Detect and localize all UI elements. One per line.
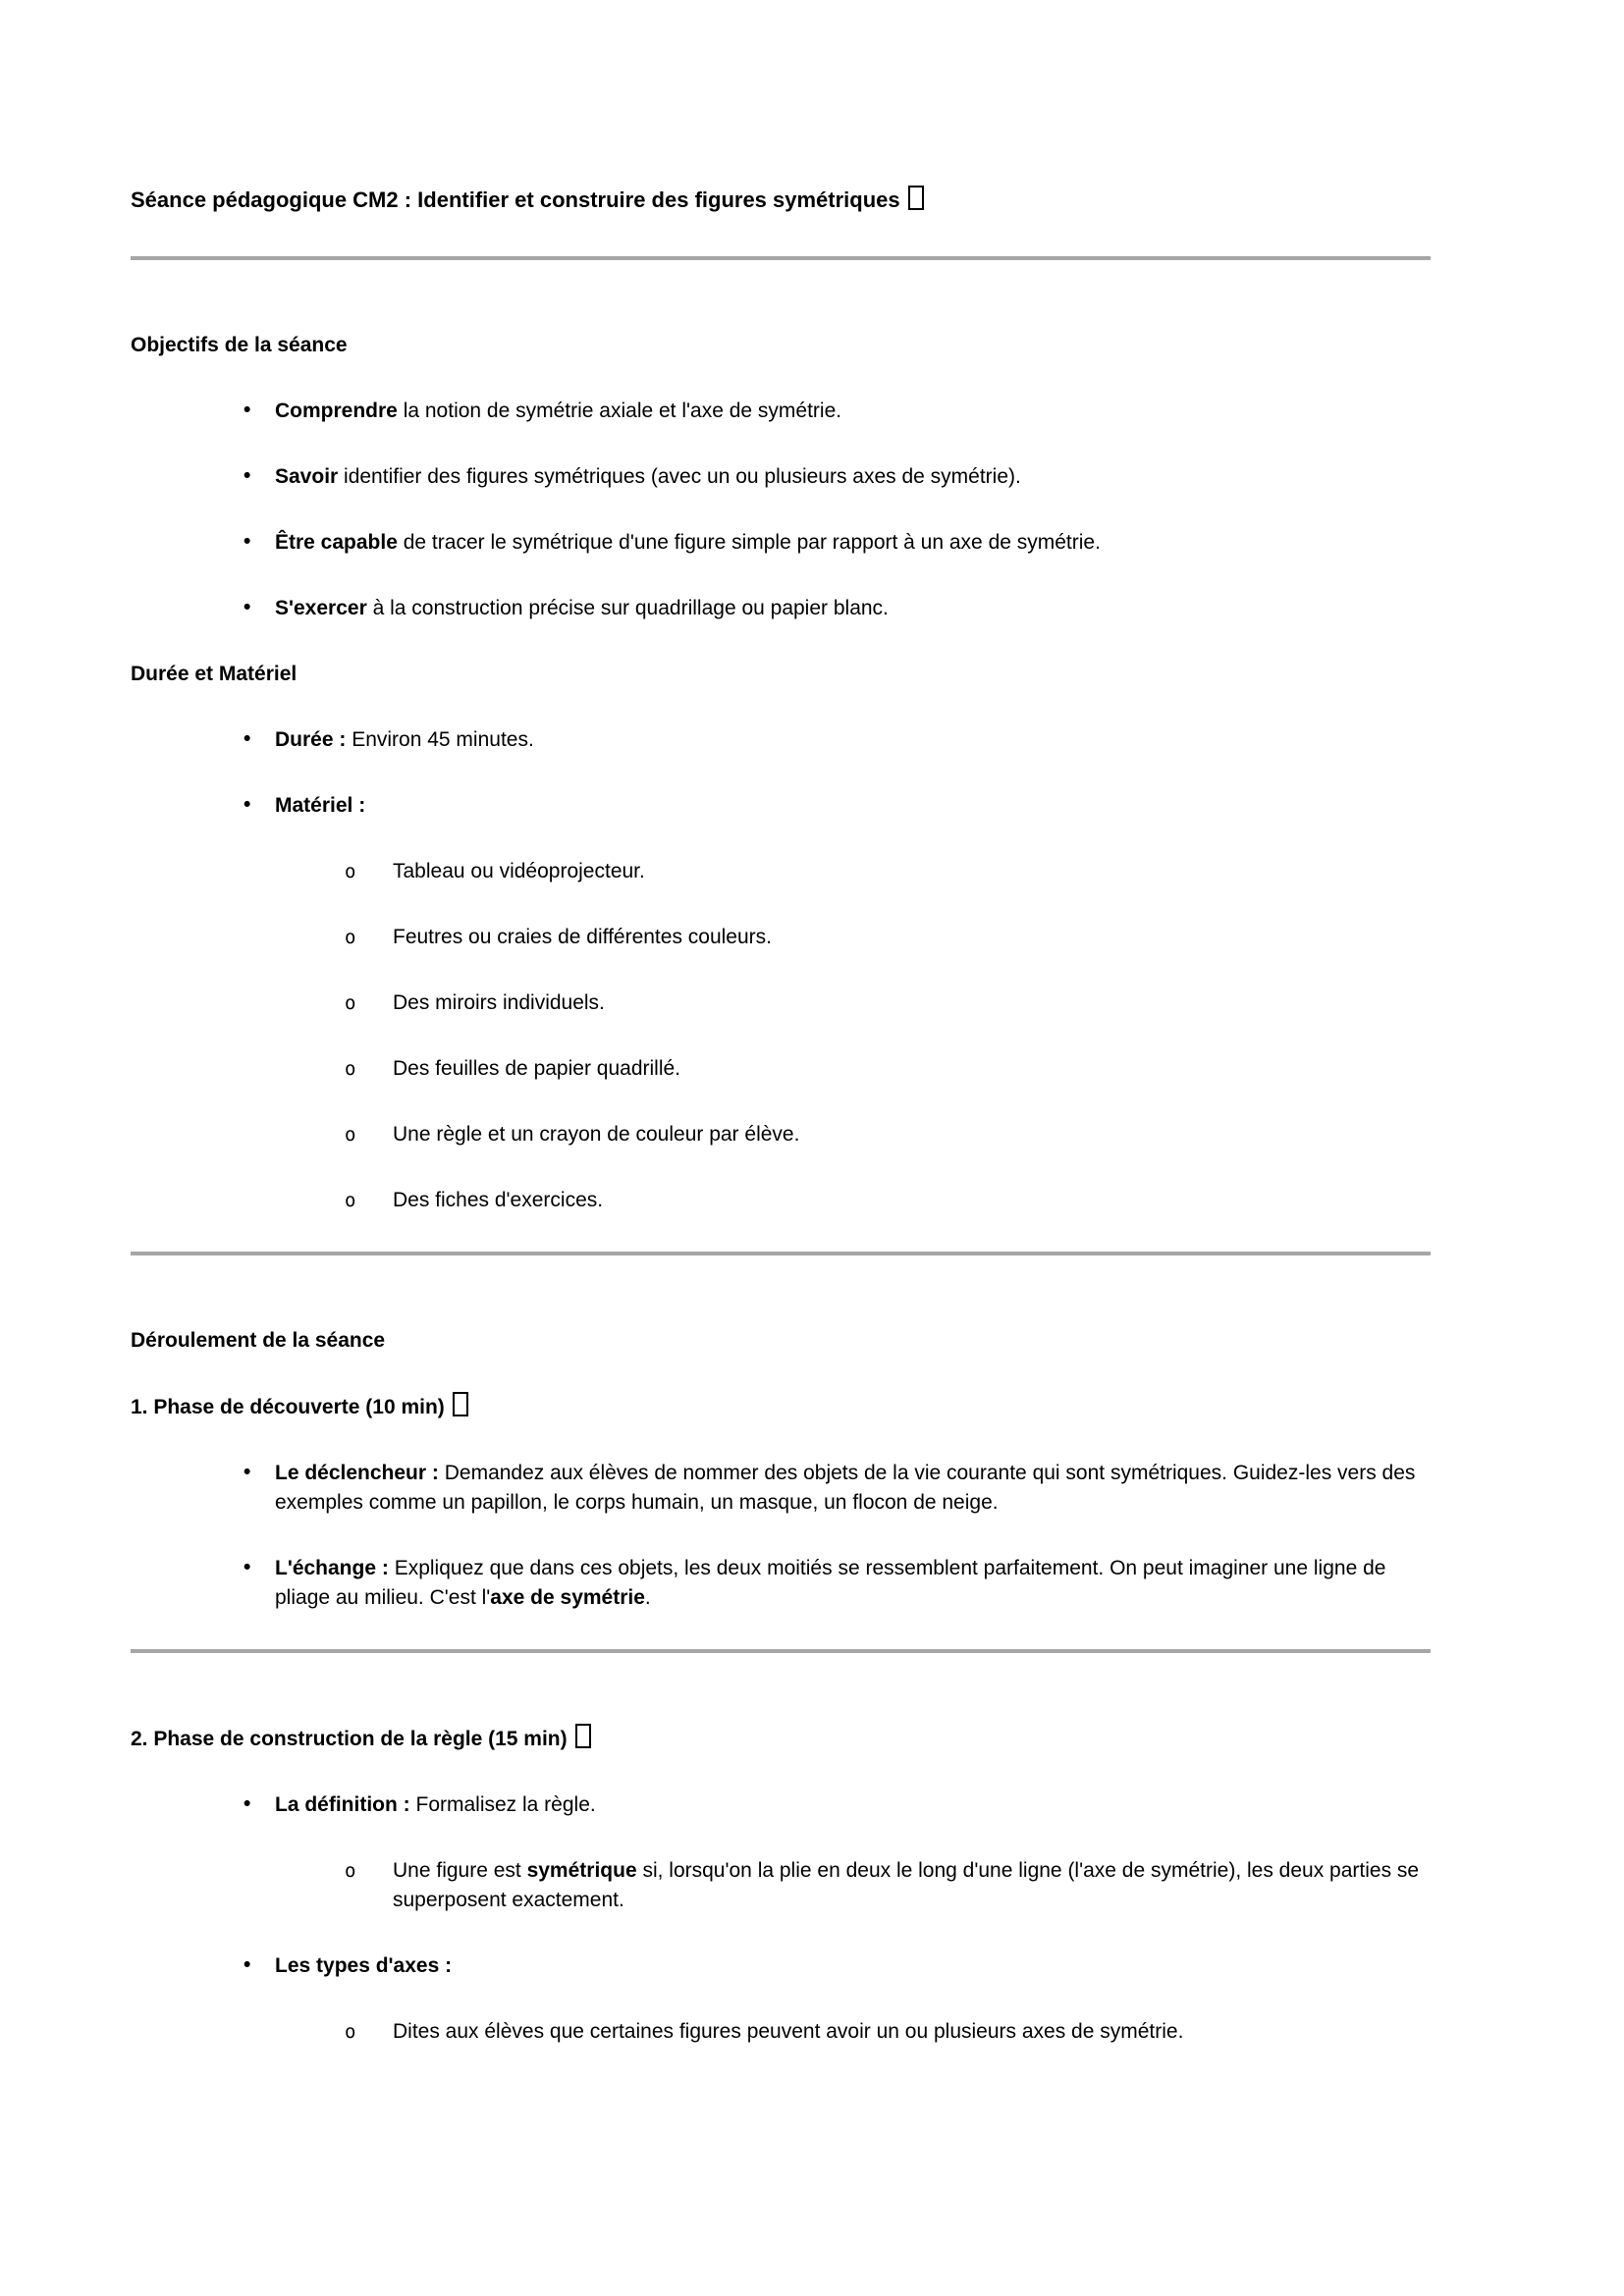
page-title-text: Séance pédagogique CM2 : Identifier et construire des figures symétriques bbox=[131, 187, 900, 212]
materiel-sub-item bbox=[131, 1120, 1431, 1149]
bullet-dot-icon: • bbox=[244, 727, 251, 750]
circle-bullet-icon: o bbox=[345, 1124, 356, 1146]
objective-text: Comprendre la notion de symétrie axiale et l'axe de symétrie. bbox=[275, 400, 842, 422]
missing-glyph-icon bbox=[575, 1724, 591, 1748]
objective-text: S'exercer à la construction précise sur quadrillage ou papier blanc. bbox=[275, 597, 889, 619]
heading-phase-2-text: 2. Phase de construction de la règle (15 min) bbox=[131, 1728, 568, 1750]
objective-item bbox=[131, 462, 1431, 492]
section-divider bbox=[131, 1649, 1431, 1653]
bullet-dot-icon: • bbox=[244, 1953, 251, 1976]
bullet-dot-icon: • bbox=[244, 530, 251, 553]
materiel-sub-text: Tableau ou vidéoprojecteur. bbox=[393, 860, 645, 882]
circle-bullet-icon: o bbox=[345, 1190, 356, 1211]
phase1-item bbox=[131, 1554, 1431, 1613]
objective-item bbox=[131, 528, 1431, 558]
phase1-item bbox=[131, 1459, 1431, 1518]
phase2-sub-item bbox=[131, 2017, 1431, 2047]
materiel-sub-item bbox=[131, 923, 1431, 952]
materiel-text: Matériel : bbox=[275, 794, 366, 817]
bullet-dot-icon: • bbox=[244, 1556, 251, 1578]
objective-item bbox=[131, 397, 1431, 426]
bullet-dot-icon: • bbox=[244, 1792, 251, 1815]
materiel-sub-text: Une règle et un crayon de couleur par élève. bbox=[393, 1123, 800, 1146]
bullet-dot-icon: • bbox=[244, 793, 251, 816]
materiel-sub-text: Feutres ou craies de différentes couleurs. bbox=[393, 926, 772, 948]
circle-bullet-icon: o bbox=[345, 1860, 356, 1882]
circle-bullet-icon: o bbox=[345, 2021, 356, 2043]
heading-deroulement: Déroulement de la séance bbox=[131, 1329, 386, 1352]
bullet-dot-icon: • bbox=[244, 596, 251, 618]
bullet-dot-icon: • bbox=[244, 464, 251, 487]
heading-phase-1-text: 1. Phase de découverte (10 min) bbox=[131, 1396, 445, 1418]
objective-item bbox=[131, 594, 1431, 623]
materiel-sub-text: Des feuilles de papier quadrillé. bbox=[393, 1057, 681, 1080]
duree-text: Durée : Environ 45 minutes. bbox=[275, 728, 534, 751]
duree-item bbox=[131, 725, 1431, 755]
phase2-sub-text: Dites aux élèves que certaines figures peuvent avoir un ou plusieurs axes de symétrie. bbox=[393, 2020, 1184, 2043]
materiel-sub-item bbox=[131, 857, 1431, 886]
section-divider bbox=[131, 256, 1431, 260]
circle-bullet-icon: o bbox=[345, 992, 356, 1014]
materiel-sub-text: Des fiches d'exercices. bbox=[393, 1189, 604, 1211]
objective-text: Être capable de tracer le symétrique d'une figure simple par rapport à un axe de symétrie. bbox=[275, 531, 1101, 554]
heading-phase-2 bbox=[131, 1724, 1431, 1754]
bullet-dot-icon: • bbox=[244, 399, 251, 421]
phase2-sub-item bbox=[131, 1856, 1431, 1915]
heading-phase-1 bbox=[131, 1392, 1431, 1422]
circle-bullet-icon: o bbox=[345, 861, 356, 882]
phase1-item-text: Le déclencheur : Demandez aux élèves de nommer des objets de la vie courante qui sont symétriques. Guidez-les vers des exemples comme un papillon, le corps humain, un masque, un flocon de neige. bbox=[275, 1462, 1416, 1514]
circle-bullet-icon: o bbox=[345, 927, 356, 948]
materiel-sub-item bbox=[131, 1054, 1431, 1084]
phase2-sub-text: Une figure est symétrique si, lorsqu'on la plie en deux le long d'une ligne (l'axe de symétrie), les deux parties se superposent exactement. bbox=[393, 1859, 1420, 1911]
phase2-item-text: La définition : Formalisez la règle. bbox=[275, 1793, 596, 1816]
section-divider bbox=[131, 1252, 1431, 1255]
phase2-item bbox=[131, 1951, 1431, 1981]
materiel-sub-item bbox=[131, 1186, 1431, 1215]
materiel-sub-item bbox=[131, 988, 1431, 1018]
phase2-item-text: Les types d'axes : bbox=[275, 1954, 453, 1977]
objective-text: Savoir identifier des figures symétriques (avec un ou plusieurs axes de symétrie). bbox=[275, 465, 1021, 488]
heading-objectifs: Objectifs de la séance bbox=[131, 334, 348, 356]
phase2-item bbox=[131, 1790, 1431, 1820]
phase1-item-text: L'échange : Expliquez que dans ces objets, les deux moitiés se ressemblent parfaitement. On peut imaginer une ligne de pliage au milieu. C'est l'axe de symétrie. bbox=[275, 1557, 1386, 1609]
missing-glyph-icon bbox=[453, 1392, 468, 1416]
bullet-dot-icon: • bbox=[244, 1461, 251, 1483]
materiel-item bbox=[131, 791, 1431, 821]
heading-duree-materiel: Durée et Matériel bbox=[131, 663, 298, 685]
page-title bbox=[131, 185, 1431, 216]
missing-glyph-icon bbox=[908, 186, 924, 210]
materiel-sub-text: Des miroirs individuels. bbox=[393, 991, 605, 1014]
circle-bullet-icon: o bbox=[345, 1058, 356, 1080]
